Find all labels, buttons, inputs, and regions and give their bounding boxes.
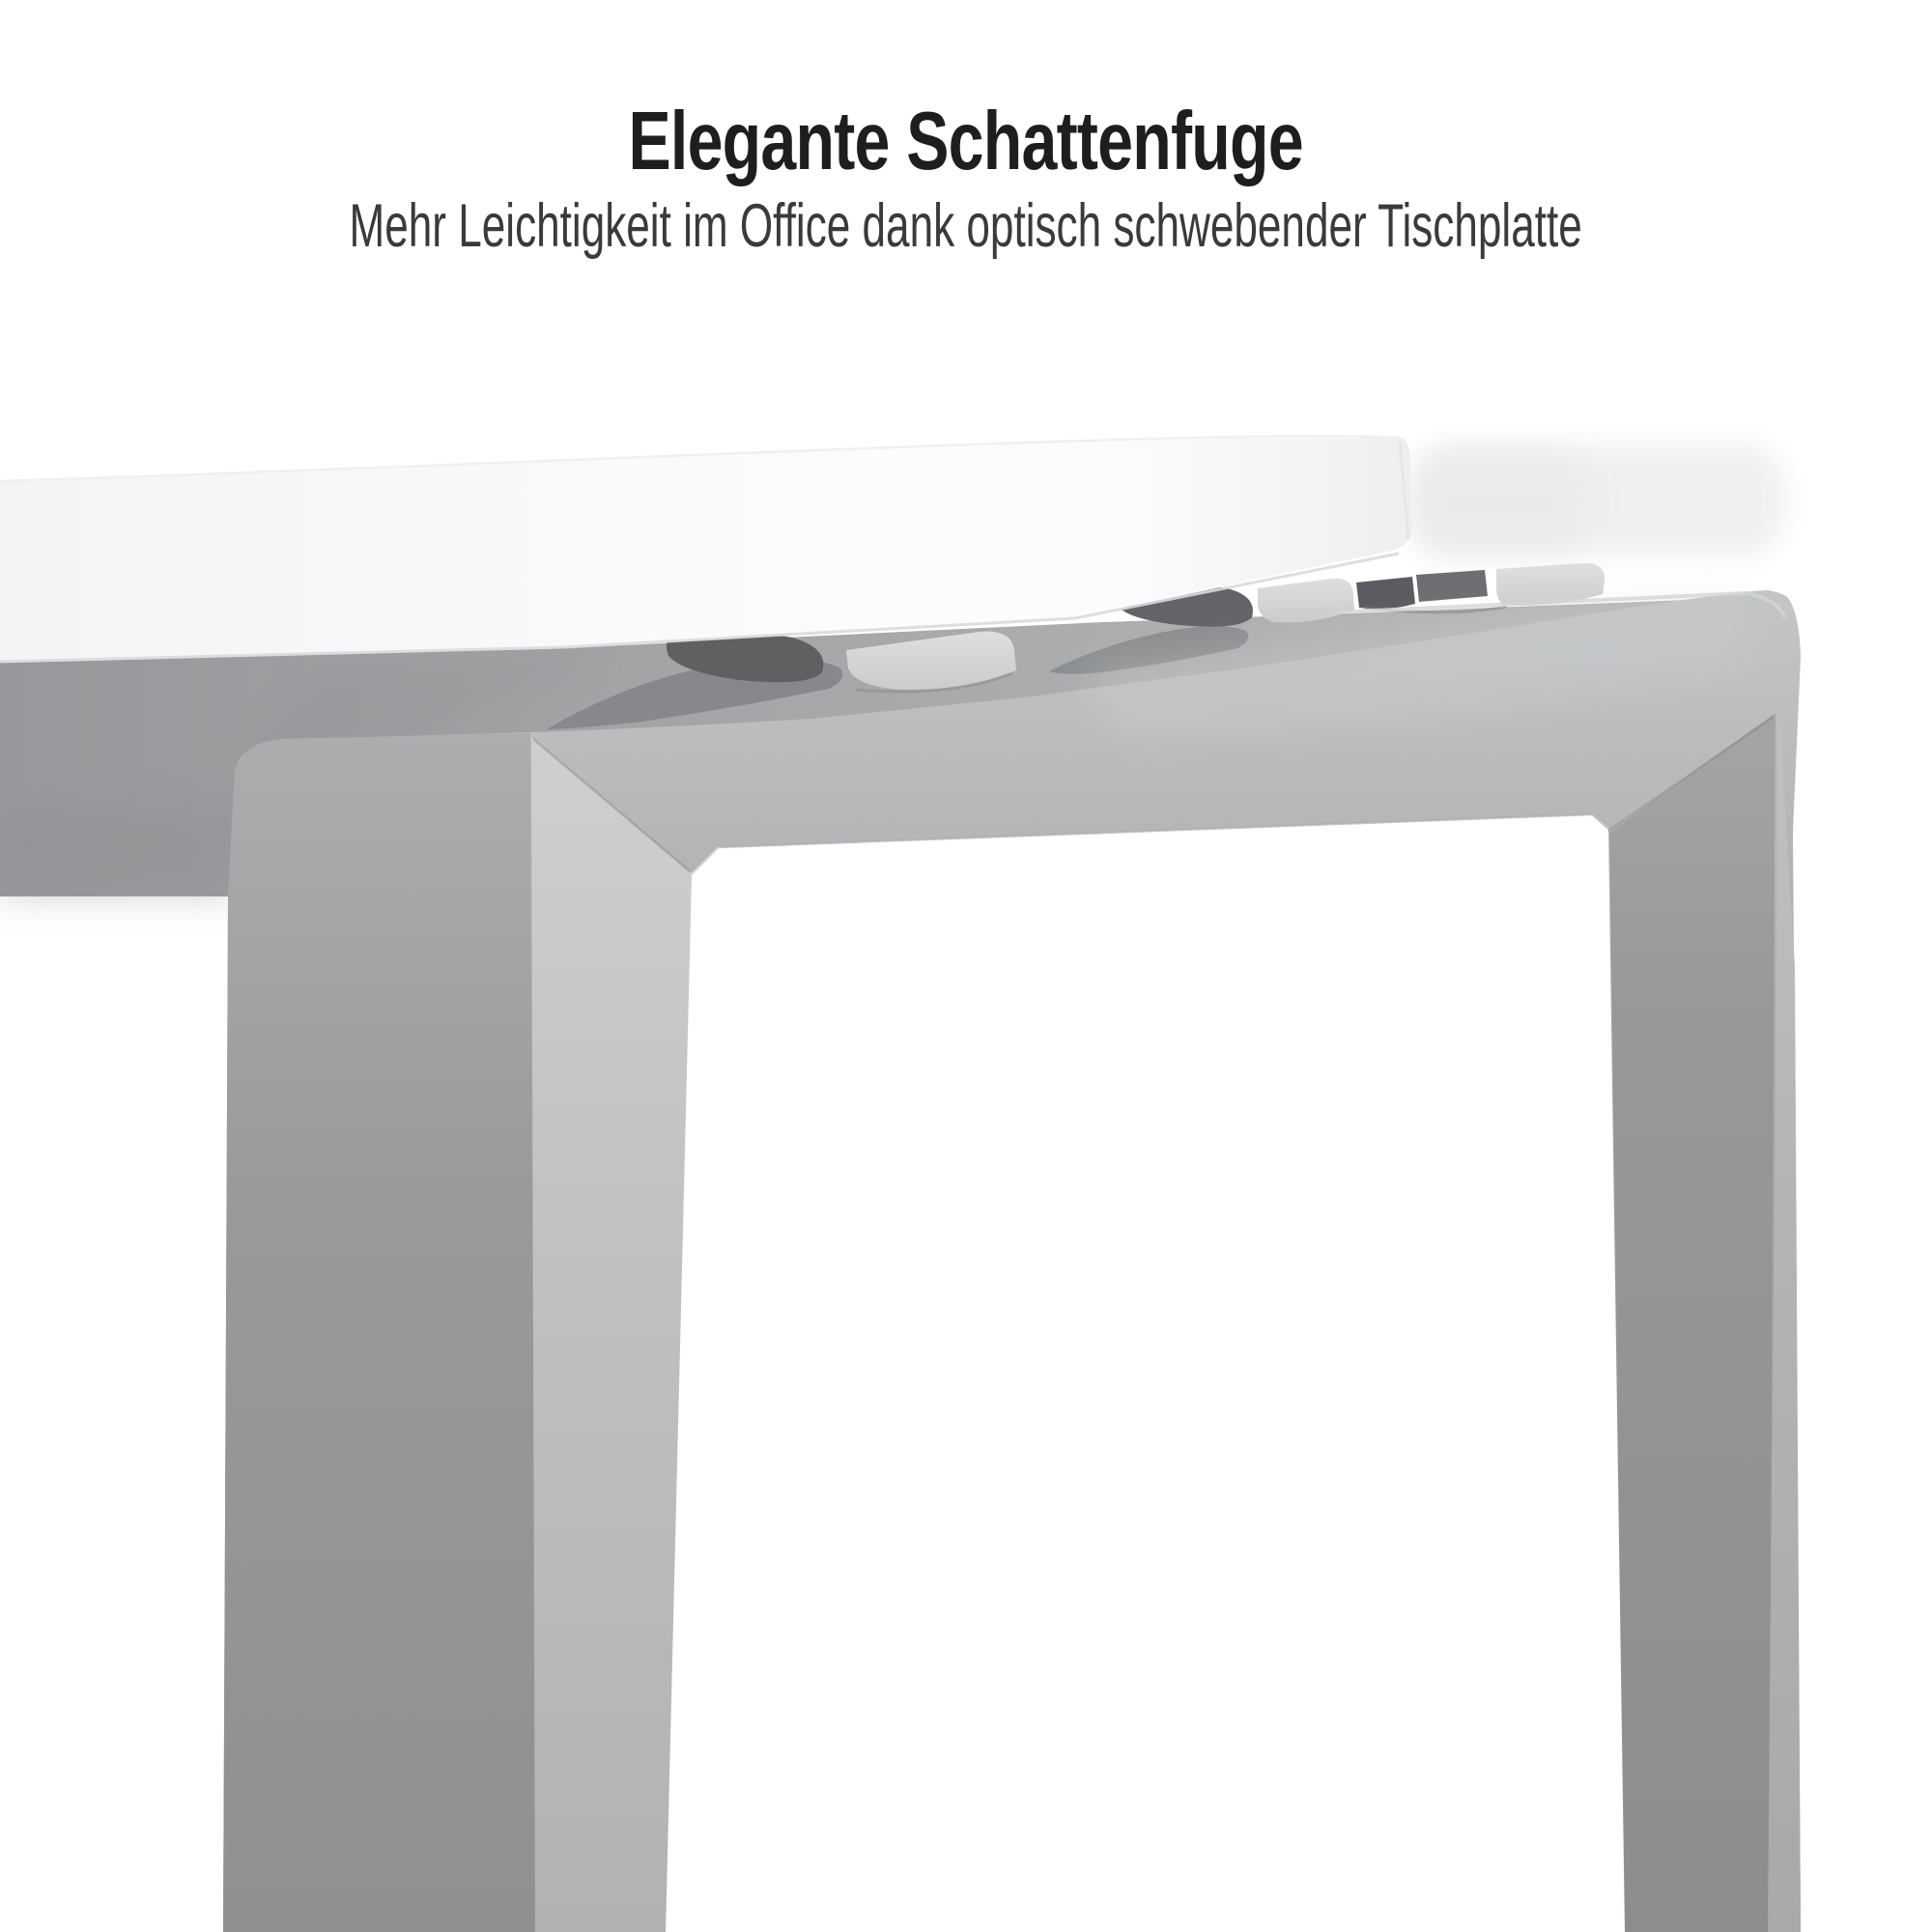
headline-text: Elegante Schattenfuge — [628, 96, 1304, 187]
caption — [0, 0, 1932, 260]
subheadline — [0, 192, 1932, 260]
frame-right-leg-inner — [1609, 713, 1776, 1932]
frame-leg-loop — [223, 590, 1801, 1932]
rail-lower-shading — [0, 802, 242, 896]
frame-left-leg-side — [531, 737, 692, 1932]
subheadline-text: Mehr Leichtigkeit im Office dank optisch schwebender Tischplatte — [349, 192, 1583, 260]
headline — [0, 0, 1932, 187]
frame-window-cutout — [666, 814, 1625, 1932]
frame-left-leg-front — [223, 733, 535, 1932]
tabletop-cast-shadow-core — [1414, 454, 1583, 551]
